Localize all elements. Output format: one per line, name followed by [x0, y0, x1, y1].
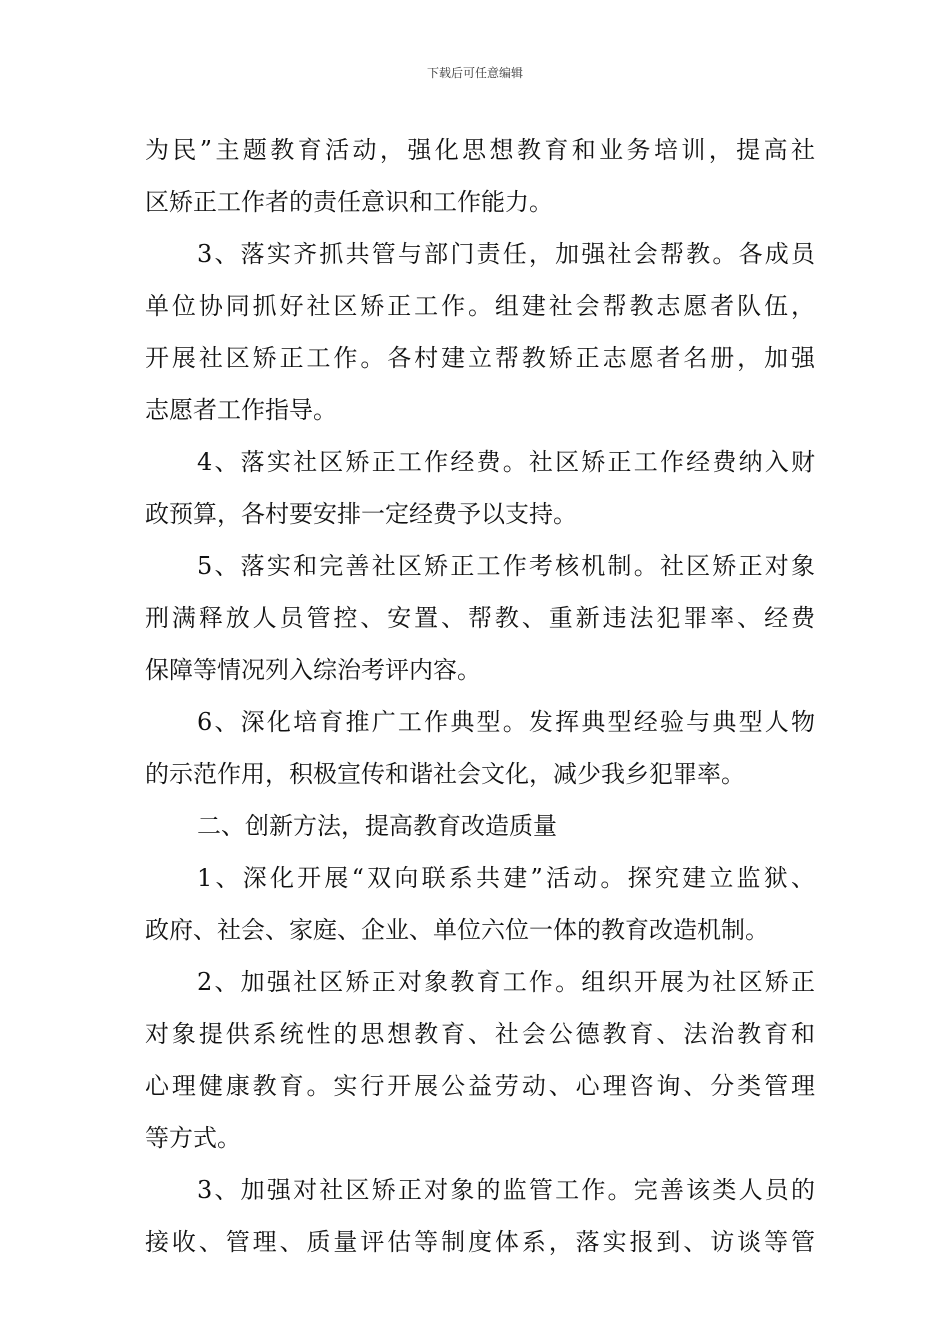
text-line: 为民”主题教育活动，强化思想教育和业务培训，提高社	[145, 136, 815, 164]
text-line: 政预算，各村要安排一定经费予以支持。	[145, 500, 577, 528]
text-line: 的示范作用，积极宣传和谐社会文化，减少我乡犯罪率。	[145, 760, 745, 788]
text-line: 等方式。	[145, 1124, 241, 1152]
text-line: 接收、管理、质量评估等制度体系，落实报到、访谈等管	[145, 1228, 815, 1256]
text-line: 区矫正工作者的责任意识和工作能力。	[145, 188, 553, 216]
page-header: 下载后可任意编辑	[426, 66, 523, 80]
text-line: 4、落实社区矫正工作经费。社区矫正工作经费纳入财	[197, 448, 815, 476]
text-line: 5、落实和完善社区矫正工作考核机制。社区矫正对象	[197, 552, 815, 580]
text-line: 6、深化培育推广工作典型。发挥典型经验与典型人物	[197, 708, 815, 736]
text-line: 3、落实齐抓共管与部门责任，加强社会帮教。各成员	[197, 240, 815, 268]
text-line: 1、深化开展“双向联系共建”活动。探究建立监狱、	[197, 864, 815, 892]
text-line: 刑满释放人员管控、安置、帮教、重新违法犯罪率、经费	[145, 604, 815, 632]
text-line: 单位协同抓好社区矫正工作。组建社会帮教志愿者队伍，	[145, 292, 815, 320]
text-line: 对象提供系统性的思想教育、社会公德教育、法治教育和	[145, 1020, 815, 1048]
section-heading: 二、创新方法，提高教育改造质量	[197, 812, 557, 840]
text-line: 政府、社会、家庭、企业、单位六位一体的教育改造机制。	[145, 916, 769, 944]
text-line: 3、加强对社区矫正对象的监管工作。完善该类人员的	[197, 1176, 815, 1204]
text-line: 心理健康教育。实行开展公益劳动、心理咨询、分类管理	[145, 1072, 815, 1100]
text-line: 保障等情况列入综治考评内容。	[145, 656, 481, 684]
text-line: 开展社区矫正工作。各村建立帮教矫正志愿者名册，加强	[145, 344, 815, 372]
text-line: 2、加强社区矫正对象教育工作。组织开展为社区矫正	[197, 968, 815, 996]
text-line: 志愿者工作指导。	[145, 396, 337, 424]
document-body	[145, 124, 815, 1268]
